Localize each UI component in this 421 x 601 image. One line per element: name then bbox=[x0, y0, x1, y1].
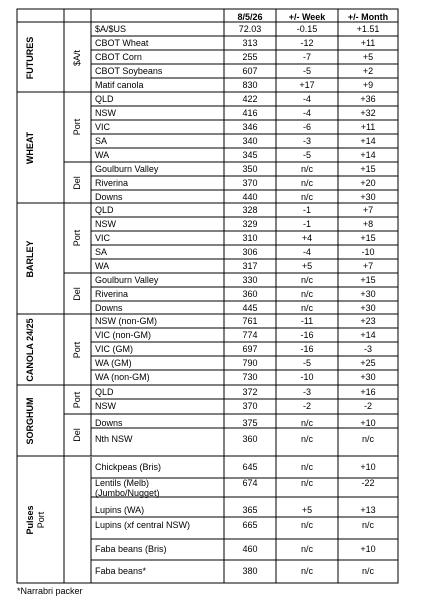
row-week: -12 bbox=[300, 38, 314, 48]
row-month: +10 bbox=[360, 462, 376, 472]
row-week: n/c bbox=[300, 178, 314, 188]
row-price: 350 bbox=[242, 164, 258, 174]
row-label: VIC (GM) bbox=[95, 344, 133, 354]
row-week: n/c bbox=[300, 164, 314, 174]
row-label: Downs bbox=[95, 303, 123, 313]
row-label: Lupins (WA) bbox=[95, 505, 145, 515]
row-week: -3 bbox=[302, 387, 312, 397]
group-wheat: WHEAT bbox=[25, 131, 35, 165]
row-label: VIC bbox=[95, 233, 111, 243]
row-week: +17 bbox=[299, 80, 315, 90]
row-price: 422 bbox=[242, 94, 258, 104]
footnote: *Narrabri packer bbox=[17, 586, 83, 596]
row-week: n/c bbox=[300, 303, 314, 313]
row-week: n/c bbox=[300, 566, 314, 576]
row-price: 340 bbox=[242, 136, 258, 146]
row-month: +15 bbox=[360, 164, 376, 174]
row-week: +4 bbox=[301, 233, 313, 243]
row-week: -5 bbox=[302, 66, 312, 76]
row-week: -6 bbox=[302, 122, 312, 132]
group-barley: BARLEY bbox=[25, 240, 35, 278]
row-price: 440 bbox=[242, 192, 258, 202]
row-week: -2 bbox=[302, 401, 312, 411]
row-month: +30 bbox=[360, 289, 376, 299]
row-week: n/c bbox=[300, 544, 314, 554]
row-week: -16 bbox=[300, 344, 314, 354]
row-price: 255 bbox=[242, 52, 258, 62]
row-month: +14 bbox=[360, 136, 376, 146]
row-week: n/c bbox=[300, 434, 314, 444]
row-price: 310 bbox=[242, 233, 258, 243]
group-canola: CANOLA 24/25 bbox=[25, 318, 35, 382]
row-month: -3 bbox=[363, 344, 373, 354]
row-price: 317 bbox=[242, 261, 258, 271]
sub-aud-t: $A/t bbox=[72, 49, 82, 67]
row-price: 645 bbox=[242, 462, 258, 472]
row-price: 790 bbox=[242, 358, 258, 368]
row-price: 313 bbox=[242, 38, 258, 48]
row-label: Faba beans (Bris) bbox=[95, 544, 167, 554]
row-label: SA bbox=[95, 247, 108, 257]
row-month: +9 bbox=[362, 80, 374, 90]
row-price: 445 bbox=[242, 303, 258, 313]
row-price: 380 bbox=[242, 566, 258, 576]
row-label: Goulburn Valley bbox=[95, 164, 159, 174]
row-week: n/c bbox=[300, 192, 314, 202]
group-pulses: Pulses bbox=[25, 505, 35, 535]
row-week: -11 bbox=[300, 316, 314, 326]
header-week: +/- Week bbox=[288, 12, 326, 22]
row-month: +10 bbox=[360, 418, 376, 428]
row-label: QLD bbox=[95, 205, 114, 215]
barley-port: Port bbox=[72, 229, 82, 247]
row-price: 665 bbox=[242, 520, 258, 530]
row-label: NSW bbox=[95, 401, 116, 411]
row-month: -10 bbox=[361, 247, 375, 257]
row-label: Chickpeas (Bris) bbox=[95, 462, 162, 472]
row-month: n/c bbox=[361, 566, 375, 576]
row-week: +5 bbox=[301, 261, 313, 271]
row-label: Faba beans* bbox=[95, 566, 147, 576]
row-month: +32 bbox=[360, 108, 376, 118]
row-week: +5 bbox=[301, 505, 313, 515]
row-label: CBOT Wheat bbox=[95, 38, 149, 48]
row-label: WA (non-GM) bbox=[95, 372, 150, 382]
row-month: +5 bbox=[362, 52, 374, 62]
row-label: $A/$US bbox=[95, 24, 127, 34]
row-week: n/c bbox=[300, 520, 314, 530]
row-price: 360 bbox=[242, 434, 258, 444]
row-month: +14 bbox=[360, 150, 376, 160]
row-month: n/c bbox=[361, 520, 375, 530]
row-week: -0.15 bbox=[296, 24, 318, 34]
row-price: 329 bbox=[242, 219, 258, 229]
row-month: +30 bbox=[360, 303, 376, 313]
row-month: n/c bbox=[361, 434, 375, 444]
row-label: Goulburn Valley bbox=[95, 275, 159, 285]
row-label: NSW (non-GM) bbox=[95, 316, 158, 326]
row-month: +20 bbox=[360, 178, 376, 188]
row-label: WA bbox=[95, 261, 110, 271]
row-price: 360 bbox=[242, 289, 258, 299]
row-price: 72.03 bbox=[238, 24, 262, 34]
header-month: +/- Month bbox=[347, 12, 389, 22]
canola-port: Port bbox=[72, 341, 82, 359]
row-month: -2 bbox=[363, 401, 373, 411]
row-week: n/c bbox=[300, 462, 314, 472]
row-label: WA (GM) bbox=[95, 358, 132, 368]
row-week: -16 bbox=[300, 330, 314, 340]
row-label: QLD bbox=[95, 387, 114, 397]
row-month: +30 bbox=[360, 192, 376, 202]
row-week: -5 bbox=[302, 358, 312, 368]
row-price: 328 bbox=[242, 205, 258, 215]
row-month: +15 bbox=[360, 275, 376, 285]
row-price: 697 bbox=[242, 344, 258, 354]
row-label: VIC (non-GM) bbox=[95, 330, 152, 340]
header-date: 8/5/26 bbox=[237, 12, 263, 22]
sorghum-port: Port bbox=[72, 391, 82, 409]
row-month: +7 bbox=[362, 205, 374, 215]
row-month: +16 bbox=[360, 387, 376, 397]
row-label: Lupins (xf central NSW) bbox=[95, 520, 191, 530]
row-label: NSW bbox=[95, 108, 116, 118]
row-label: VIC bbox=[95, 122, 111, 132]
row-price: 730 bbox=[242, 372, 258, 382]
row-week: -1 bbox=[302, 219, 312, 229]
row-label-line2: (Jumbo/Nugget) bbox=[95, 488, 160, 498]
row-week: n/c bbox=[300, 478, 314, 488]
row-price: 345 bbox=[242, 150, 258, 160]
row-label: Nth NSW bbox=[95, 434, 133, 444]
row-price: 761 bbox=[242, 316, 258, 326]
row-month: +2 bbox=[362, 66, 374, 76]
row-month: +23 bbox=[360, 316, 376, 326]
group-sorghum: SORGHUM bbox=[25, 397, 35, 445]
row-label: WA bbox=[95, 150, 110, 160]
row-week: -10 bbox=[300, 372, 314, 382]
barley-del: Del bbox=[72, 287, 82, 301]
row-price: 306 bbox=[242, 247, 258, 257]
row-label: Downs bbox=[95, 418, 123, 428]
row-week: -7 bbox=[302, 52, 312, 62]
row-month: +10 bbox=[360, 544, 376, 554]
row-label: CBOT Soybeans bbox=[95, 66, 163, 76]
row-price: 460 bbox=[242, 544, 258, 554]
row-week: -4 bbox=[302, 94, 312, 104]
row-label: SA bbox=[95, 136, 108, 146]
group-futures: FUTURES bbox=[25, 36, 35, 80]
row-price: 774 bbox=[242, 330, 258, 340]
row-month: +13 bbox=[360, 505, 376, 515]
row-price: 416 bbox=[242, 108, 258, 118]
row-price: 370 bbox=[242, 178, 258, 188]
row-price: 674 bbox=[242, 478, 258, 488]
row-month: +1.51 bbox=[356, 24, 380, 34]
row-month: -22 bbox=[361, 478, 375, 488]
row-month: +14 bbox=[360, 330, 376, 340]
wheat-port: Port bbox=[72, 118, 82, 136]
row-label: Lentils (Melb) bbox=[95, 478, 150, 488]
row-week: -4 bbox=[302, 247, 312, 257]
row-price: 370 bbox=[242, 401, 258, 411]
row-month: +15 bbox=[360, 233, 376, 243]
row-month: +25 bbox=[360, 358, 376, 368]
row-week: n/c bbox=[300, 275, 314, 285]
row-month: +7 bbox=[362, 261, 374, 271]
row-label: NSW bbox=[95, 219, 116, 229]
row-month: +30 bbox=[360, 372, 376, 382]
row-week: -3 bbox=[302, 136, 312, 146]
sorghum-del: Del bbox=[72, 428, 82, 442]
row-week: -5 bbox=[302, 150, 312, 160]
row-week: n/c bbox=[300, 418, 314, 428]
row-price: 830 bbox=[242, 80, 258, 90]
row-month: +8 bbox=[362, 219, 374, 229]
row-month: +36 bbox=[360, 94, 376, 104]
wheat-del: Del bbox=[72, 176, 82, 190]
row-price: 375 bbox=[242, 418, 258, 428]
row-price: 372 bbox=[242, 387, 258, 397]
row-week: -4 bbox=[302, 108, 312, 118]
row-price: 346 bbox=[242, 122, 258, 132]
row-label: Matif canola bbox=[95, 80, 144, 90]
row-price: 365 bbox=[242, 505, 258, 515]
row-month: +11 bbox=[360, 122, 376, 132]
row-price: 607 bbox=[242, 66, 258, 76]
row-label: QLD bbox=[95, 94, 114, 104]
row-month: +11 bbox=[360, 38, 376, 48]
row-label: CBOT Corn bbox=[95, 52, 142, 62]
row-week: n/c bbox=[300, 289, 314, 299]
row-price: 330 bbox=[242, 275, 258, 285]
row-week: -1 bbox=[302, 205, 312, 215]
row-label: Riverina bbox=[95, 289, 129, 299]
pulses-port: Port bbox=[36, 511, 46, 529]
row-label: Riverina bbox=[95, 178, 129, 188]
row-label: Downs bbox=[95, 192, 123, 202]
